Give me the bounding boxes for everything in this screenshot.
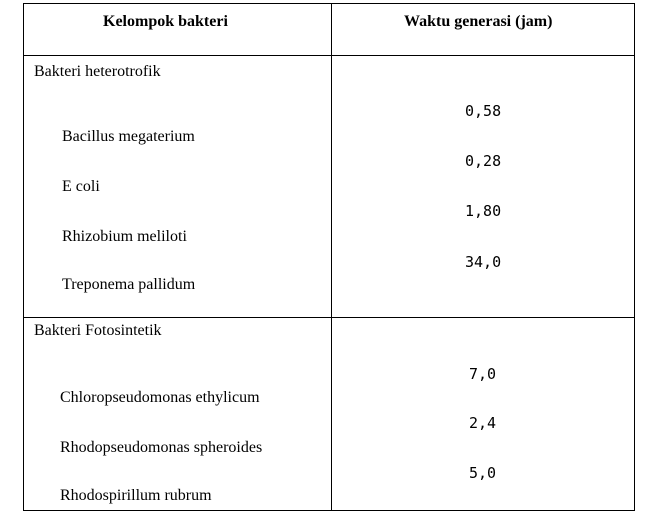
- generation-time-value: 0,28: [465, 152, 502, 170]
- species-name: Rhizobium meliloti: [62, 228, 187, 245]
- generation-time-value: 1,80: [465, 202, 502, 220]
- bacteria-generation-table: [23, 3, 635, 511]
- table-border-top: [23, 3, 635, 4]
- group-label-photosynthetic: Bakteri Fotosintetik: [34, 322, 162, 339]
- generation-time-value: 5,0: [469, 464, 497, 482]
- generation-time-value: 0,58: [465, 102, 502, 120]
- table-border-bottom: [23, 510, 635, 511]
- generation-time-value: 2,4: [469, 414, 497, 432]
- table-border-right: [634, 3, 635, 511]
- column-header-group: Kelompok bakteri: [103, 13, 228, 30]
- group-label-heterotrophic: Bakteri heterotrofik: [34, 63, 161, 80]
- column-header-generation-time: Waktu generasi (jam): [404, 13, 553, 30]
- generation-time-value: 34,0: [465, 253, 502, 271]
- species-name: Bacillus megaterium: [62, 128, 195, 145]
- table-border-left: [23, 3, 24, 511]
- column-divider: [331, 3, 332, 511]
- species-name: Rhodopseudomonas spheroides: [60, 439, 263, 456]
- species-name: Chloropseudomonas ethylicum: [60, 389, 260, 406]
- species-name: Treponema pallidum: [62, 276, 196, 293]
- generation-time-value: 7,0: [469, 365, 497, 383]
- header-divider: [23, 55, 635, 56]
- species-name: E coli: [62, 178, 100, 195]
- species-name: Rhodospirillum rubrum: [60, 487, 212, 504]
- group-divider: [23, 317, 635, 318]
